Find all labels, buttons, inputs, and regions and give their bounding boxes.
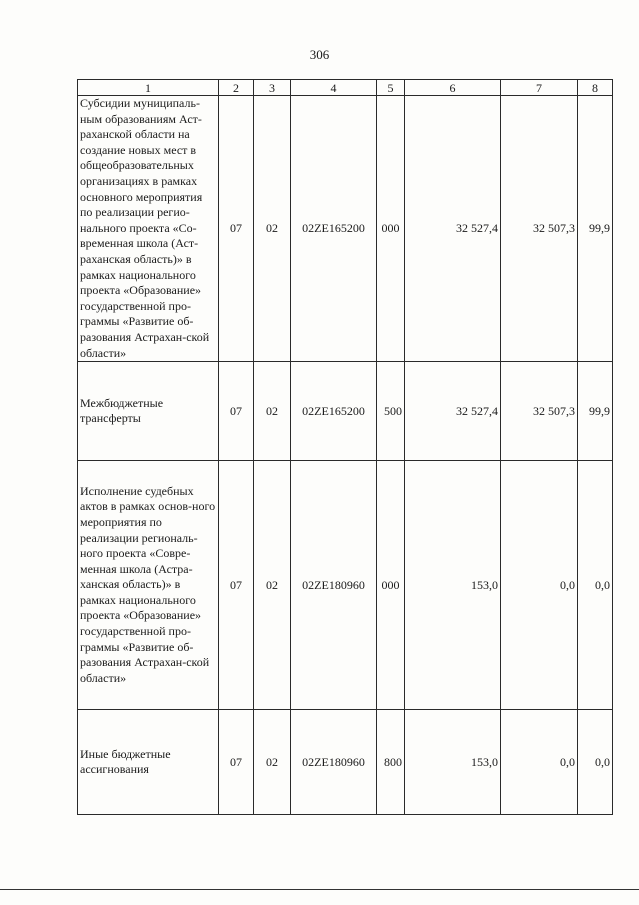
row-expense-type: 000 (377, 96, 405, 362)
row-executed: 0,0 (501, 461, 578, 710)
row-plan: 32 527,4 (405, 362, 501, 461)
table-row (78, 96, 613, 362)
row-target-article: 02ZE165200 (291, 96, 377, 362)
row-section: 07 (219, 710, 254, 815)
column-header-2: 2 (219, 80, 254, 96)
row-expense-type: 000 (377, 461, 405, 710)
row-description: Исполнение судебных актов в рамках основ-ного мероприятия по реализации региональ-ного проекта «Совре-менная школа (Астра-ханская область)» в рамках национального проекта «Образование» государственной про-граммы «Развитие об-разования Астрахан-ской области» (78, 461, 219, 710)
table-row (78, 461, 613, 710)
row-target-article: 02ZE180960 (291, 710, 377, 815)
row-description: Межбюджетные трансферты (78, 362, 219, 461)
row-executed: 0,0 (501, 710, 578, 815)
row-subsection: 02 (254, 461, 291, 710)
row-subsection: 02 (254, 96, 291, 362)
table-row (78, 710, 613, 815)
row-expense-type: 800 (377, 710, 405, 815)
row-subsection: 02 (254, 710, 291, 815)
row-target-article: 02ZE165200 (291, 362, 377, 461)
row-executed: 32 507,3 (501, 96, 578, 362)
row-section: 07 (219, 362, 254, 461)
table-header-row (78, 80, 613, 96)
column-header-4: 4 (291, 80, 377, 96)
row-expense-type: 500 (377, 362, 405, 461)
row-percent: 0,0 (578, 710, 613, 815)
row-percent: 0,0 (578, 461, 613, 710)
row-section: 07 (219, 461, 254, 710)
footer-divider (0, 889, 639, 890)
column-header-8: 8 (578, 80, 613, 96)
row-description: Иные бюджетные ассигнования (78, 710, 219, 815)
row-percent: 99,9 (578, 362, 613, 461)
budget-table (77, 79, 613, 815)
column-header-5: 5 (377, 80, 405, 96)
row-plan: 153,0 (405, 461, 501, 710)
row-executed: 32 507,3 (501, 362, 578, 461)
row-plan: 153,0 (405, 710, 501, 815)
row-description: Субсидии муниципаль-ным образованиям Аст-раханской области на создание новых мест в общеобразовательных организациях в рамках основного мероприятия по реализации регио-нального проекта «Со-временная школа (Аст-раханская область)» в рамках национального проекта «Образование» государственной про-граммы «Развитие об-разования Астрахан-ской области» (78, 96, 219, 362)
column-header-3: 3 (254, 80, 291, 96)
table-row (78, 362, 613, 461)
column-header-6: 6 (405, 80, 501, 96)
row-section: 07 (219, 96, 254, 362)
row-subsection: 02 (254, 362, 291, 461)
column-header-7: 7 (501, 80, 578, 96)
page-number: 306 (309, 47, 330, 62)
column-header-1: 1 (78, 80, 219, 96)
row-percent: 99,9 (578, 96, 613, 362)
row-target-article: 02ZE180960 (291, 461, 377, 710)
row-plan: 32 527,4 (405, 96, 501, 362)
